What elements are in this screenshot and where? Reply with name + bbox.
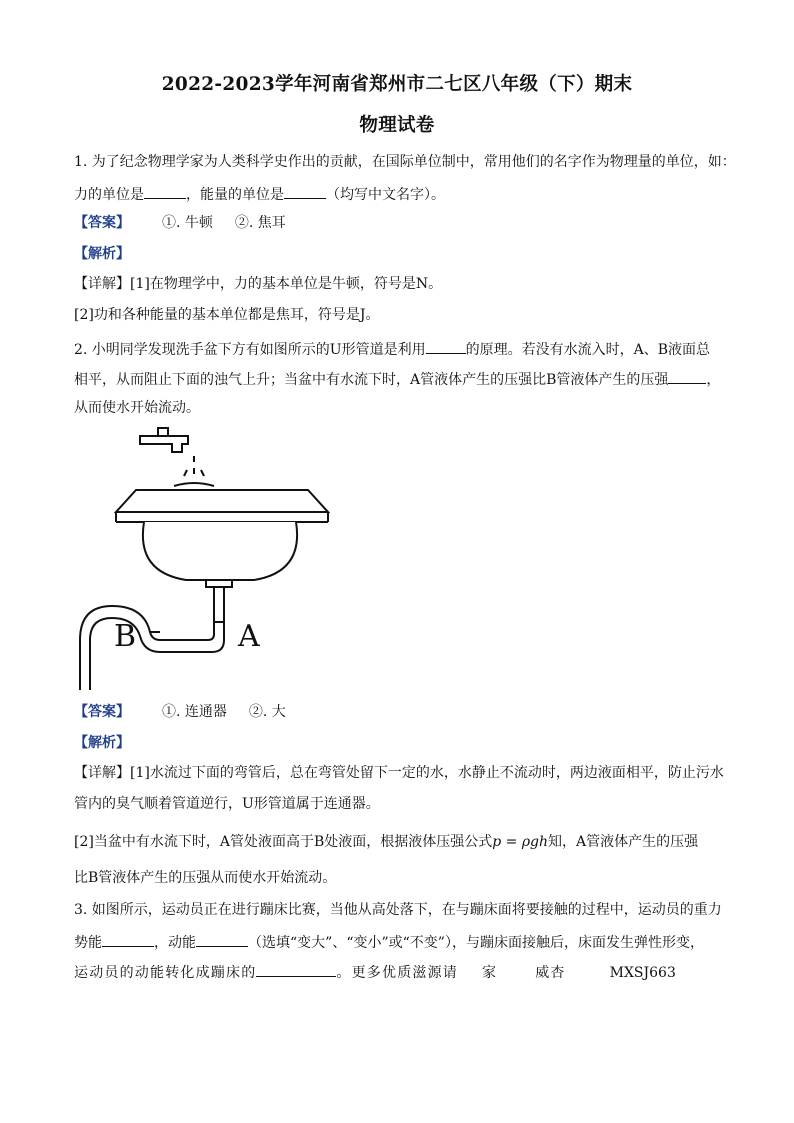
q3-stem-line2 — [74, 931, 704, 953]
q3-blank-1 — [102, 931, 154, 947]
q3-blank-2 — [196, 931, 248, 947]
q2-text: 2. 小明同学发现洗手盆下方有如图所示的U形管道是利用 — [74, 342, 426, 358]
q3-text: MXSJ663 — [609, 965, 676, 981]
answer-tag: 【答案】 — [74, 215, 130, 231]
q3-stem-line1: 3. 如图所示，运动员正在进行蹦床比赛，当他从高处落下，在与蹦床面将要接触的过程中，运动员的重力 — [74, 902, 722, 918]
pressure-formula: p = ρgh — [492, 834, 549, 850]
detail-text: [1]水流过下面的弯管后，总在弯管处留下一定的水，水静止不流动时，两边液面相平，防止污水 — [130, 765, 724, 781]
label-b: B — [114, 619, 137, 654]
q3-text: 。更多优质滋源请 — [336, 965, 459, 981]
q1-stem-line1: 1. 为了纪念物理学家为人类科学史作出的贡献，在国际单位制中，常用他们的名字作为物理量的单位，如： — [74, 154, 736, 170]
q1-stem-line2 — [74, 183, 445, 205]
detail-tag: 【详解】 — [74, 276, 130, 292]
q2-blank-1 — [426, 338, 466, 354]
answer-tag: 【答案】 — [74, 704, 130, 720]
q2-stem-line2 — [74, 368, 720, 390]
q2-analysis-tag — [74, 733, 130, 753]
q1-analysis-tag — [74, 244, 130, 264]
q1-blank-2 — [284, 183, 326, 199]
sink-u-pipe-figure — [66, 426, 336, 696]
q3-stem-line3 — [74, 961, 676, 983]
q2-text: 相平，从而阻止下面的浊气上升；当盆中有水流下时，A管液体产生的压强比B管液体产生的压强 — [74, 372, 669, 388]
page-title: 2022-2023学年河南省郑州市二七区八年级（下）期末 — [161, 74, 633, 95]
label-a: A — [238, 619, 260, 654]
q3-text: （选填“变大”、“变小”或“不变”），与蹦床面接触后，床面发生弹性形变， — [248, 935, 704, 951]
analysis-tag: 【解析】 — [74, 246, 130, 262]
q3-blank-3 — [256, 961, 336, 977]
q1-answer-1: ①. 牛顿 — [162, 215, 213, 231]
q2-detail-1b: 管内的臭气顺着管道逆行，U形管道属于连通器。 — [74, 796, 380, 812]
detail-text: [2]当盆中有水流下时，A管处液面高于B处液面，根据液体压强公式 — [74, 834, 493, 850]
q3-text: 势能 — [74, 935, 102, 951]
q1-detail-2: [2]功和各种能量的基本单位都是焦耳，符号是J。 — [74, 307, 380, 323]
q1-answer-2: ②. 焦耳 — [234, 215, 286, 231]
q2-answer — [74, 702, 286, 722]
analysis-tag: 【解析】 — [74, 735, 130, 751]
q1-text: ，能量的单位是 — [186, 187, 284, 203]
q2-answer-2: ②. 大 — [248, 704, 286, 720]
q2-detail-2 — [74, 832, 698, 852]
q3-text: 运动员的动能转化成蹦床的 — [74, 965, 257, 981]
detail-tag: 【详解】 — [74, 765, 130, 781]
q2-stem-line1 — [74, 338, 710, 360]
q1-text: 力的单位是 — [74, 187, 144, 203]
q2-stem-line3: 从而使水开始流动。 — [74, 400, 200, 416]
q2-detail-1 — [74, 763, 724, 783]
q2-detail-2c: 比B管液体产生的压强从而使水开始流动。 — [74, 870, 337, 886]
q1-text: （均写中文名字）。 — [326, 187, 445, 203]
q3-text: 威杏 — [535, 965, 566, 981]
q1-blank-1 — [144, 183, 186, 199]
q3-text: ，动能 — [154, 935, 196, 951]
detail-text: 知，A管液体产生的压强 — [548, 834, 699, 850]
q2-answer-1: ①. 连通器 — [162, 704, 227, 720]
q3-text: 家 — [482, 965, 498, 981]
page-subtitle: 物理试卷 — [359, 115, 435, 136]
q1-answer — [74, 213, 286, 233]
detail-text: [1]在物理学中，力的基本单位是牛顿，符号是N。 — [130, 276, 443, 292]
q1-detail-1 — [74, 274, 442, 294]
q2-text: 的原理。若没有水流入时，A、B液面总 — [465, 342, 711, 358]
q2-blank-2 — [668, 368, 706, 384]
q2-text: ， — [706, 372, 721, 388]
